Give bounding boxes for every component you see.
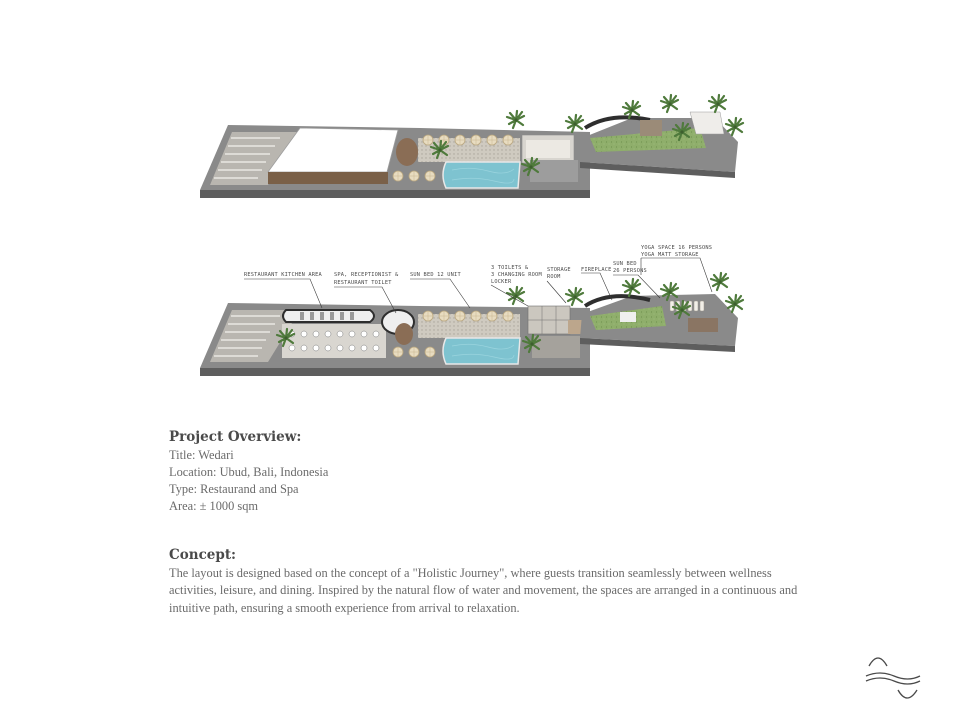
callout-sun-bed-line2: 26 PERSONS: [613, 268, 647, 274]
callout-sun-bed-line1: SUN BED: [613, 261, 637, 267]
callout-storage-line2: ROOM: [547, 274, 561, 280]
callout-toilets-line1: 3 TOILETS &: [491, 265, 529, 271]
concept-section: [169, 546, 809, 617]
callout-toilets-line3: LOCKER: [491, 279, 512, 285]
callout-yoga-storage: YOGA MATT STORAGE: [641, 252, 699, 258]
callout-fireplace: FIREPLACE: [581, 267, 612, 273]
callout-spa-line2: RESTAURANT TOILET: [334, 280, 392, 286]
overview-type: Type: Restaurand and Spa: [169, 482, 299, 496]
callout-storage-line1: STORAGE: [547, 267, 571, 273]
callout-yoga-space: YOGA SPACE 16 PERSONS: [641, 245, 713, 251]
site-plan-top: [200, 95, 743, 198]
callout-sun-bed-12: SUN BED 12 UNIT: [410, 272, 461, 278]
overview-heading: Project Overview:: [169, 429, 302, 445]
wedari-logo-icon: [860, 650, 924, 710]
site-plan-bottom: [200, 245, 743, 376]
concept-line-1: The layout is designed based on the concept of a "Holistic Journey", where guests transition seamlessly between wellness: [169, 566, 772, 580]
overview-location: Location: Ubud, Bali, Indonesia: [169, 465, 329, 479]
callout-restaurant-kitchen: RESTAURANT KITCHEN AREA: [244, 272, 322, 278]
callout-spa-line1: SPA, RECEPTIONIST &: [334, 272, 399, 278]
project-overview: [169, 428, 809, 515]
callout-toilets-line2: 3 CHANGING ROOM: [491, 272, 542, 278]
concept-line-2: activities, leisure, and dining. Inspired by the natural flow of water and movement, the spaces are arranged in a continuous and: [169, 583, 798, 598]
concept-line-3: intuitive path, ensuring a smooth experience from arrival to relaxation.: [169, 600, 520, 615]
overview-area: Area: ± 1000 sqm: [169, 499, 259, 513]
concept-heading: Concept:: [169, 547, 237, 563]
overview-title: Title: Wedari: [169, 448, 234, 462]
